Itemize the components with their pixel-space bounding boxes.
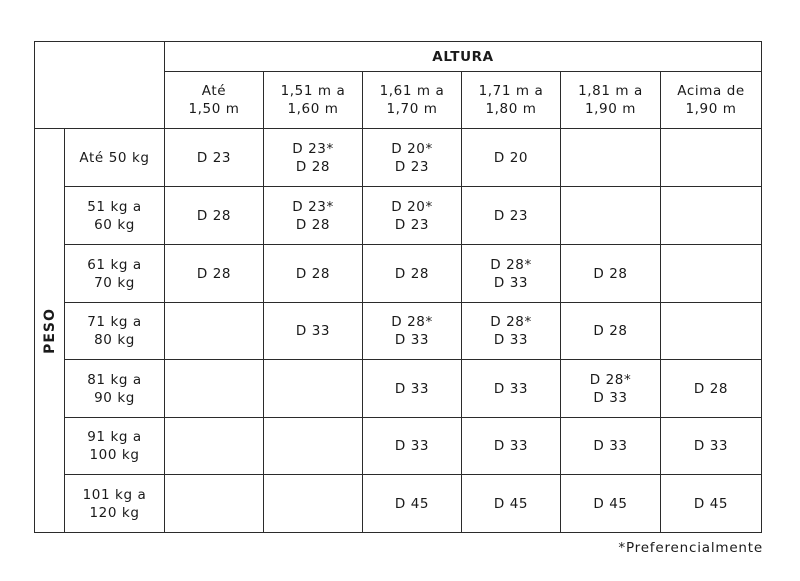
density-cell [363,129,462,187]
density-value-line: D 23* [292,140,334,157]
density-cell [462,245,561,303]
density-cell [264,475,363,533]
weight-label-line: 70 kg [94,274,135,291]
density-value-line: D 33 [693,438,729,454]
density-value-line: D 45 [593,495,628,512]
table-row [35,303,762,360]
height-header-line: 1,60 m [287,101,339,117]
density-value-line: D 28* [490,314,532,330]
table-row [35,475,762,533]
density-value-line: D 33 [493,274,529,291]
density-value-line: D 23 [394,158,430,175]
weight-label-line: 60 kg [94,216,135,233]
weight-label-cell [65,303,165,360]
weight-label-line: 51 kg a [87,198,142,215]
height-header-line: Até [201,83,227,99]
density-value-line: D 20* [391,140,433,157]
weight-label-line: 120 kg [89,504,140,521]
density-cell [363,245,462,303]
weight-label-cell [65,475,165,533]
density-value-line: D 33 [493,380,529,397]
density-value-line: D 20 [493,149,529,166]
height-header-cell [561,72,661,129]
height-header-cell [661,72,762,129]
density-cell [462,360,561,418]
density-value-line: D 33 [593,389,628,406]
density-cell [165,187,264,245]
density-value-line: D 33 [394,438,430,454]
table-row [35,245,762,303]
density-value-line: D 23* [292,198,334,215]
density-value-line: D 23 [493,207,529,224]
density-cell [363,418,462,475]
density-cell [661,245,762,303]
height-header-cell [363,72,462,129]
density-value-line: D 28 [593,323,628,339]
density-value-line: D 28 [295,265,331,282]
density-cell [661,303,762,360]
density-value-line: D 28 [295,158,331,175]
height-header-line: 1,50 m [188,101,240,117]
density-cell [165,129,264,187]
density-cell [661,129,762,187]
weight-label-line: Até 50 kg [79,149,150,166]
height-header-line: 1,51 m a [280,83,346,99]
height-header-line: 1,90 m [685,101,737,117]
density-cell [561,245,661,303]
density-value-line: D 23 [196,149,232,166]
density-value-line: D 33 [593,438,628,454]
density-cell [363,360,462,418]
density-value-line: D 20* [391,198,433,215]
height-header-line: 1,90 m [584,101,637,117]
peso-label: PESO [41,307,58,354]
density-cell [561,303,661,360]
footnote: *Preferencialmente [618,540,763,556]
density-cell [661,360,762,418]
weight-label-cell [65,187,165,245]
density-value-line: D 28 [196,265,232,282]
density-value-line: D 28 [394,265,430,282]
density-cell [363,475,462,533]
density-cell [165,360,264,418]
weight-label-line: 71 kg a [87,314,142,330]
corner-cell [35,42,165,129]
density-cell [462,475,561,533]
density-cell [264,245,363,303]
weight-label-line: 101 kg a [82,486,147,503]
altura-header-row [35,42,762,72]
density-cell [165,475,264,533]
height-header-line: 1,71 m a [478,83,544,99]
weight-label-cell [65,360,165,418]
density-cell [561,360,661,418]
density-value-line: D 33 [394,332,430,348]
density-value-line: D 33 [493,438,529,454]
density-table [34,41,762,533]
density-cell [165,303,264,360]
density-cell [264,360,363,418]
table-row [35,187,762,245]
density-cell [661,418,762,475]
height-header-line: Acima de [677,83,745,99]
density-cell [561,129,661,187]
density-cell [264,418,363,475]
height-header-line: 1,61 m a [379,83,445,99]
height-header-cell [165,72,264,129]
density-value-line: D 28 [295,216,331,233]
table-row [35,360,762,418]
density-cell [165,245,264,303]
density-value-line: D 28 [196,207,232,224]
density-cell [661,187,762,245]
weight-label-line: 61 kg a [87,256,142,273]
weight-label-cell [65,418,165,475]
density-cell [561,418,661,475]
density-cell [363,187,462,245]
peso-header-cell [35,129,65,533]
height-header-cell [264,72,363,129]
weight-label-line: 100 kg [89,447,140,463]
density-cell [462,129,561,187]
density-value-line: D 33 [493,332,529,348]
density-cell [264,187,363,245]
height-header-line: 1,80 m [485,101,537,117]
density-cell [363,303,462,360]
height-header-line: 1,70 m [386,101,438,117]
density-value-line: D 45 [394,495,430,512]
table-row [35,418,762,475]
density-value-line: D 23 [394,216,430,233]
density-cell [462,303,561,360]
density-cell [561,187,661,245]
density-value-line: D 33 [295,323,331,339]
density-cell [462,418,561,475]
density-value-line: D 28* [391,314,433,330]
height-header-cell [462,72,561,129]
weight-label-line: 80 kg [94,332,135,348]
weight-label-cell [65,129,165,187]
density-value-line: D 33 [394,380,430,397]
density-cell [462,187,561,245]
density-value-line: D 28 [693,380,729,397]
density-value-line: D 28* [589,371,632,388]
weight-label-line: 91 kg a [87,429,142,445]
density-value-line: D 45 [693,495,729,512]
density-cell [661,475,762,533]
weight-label-cell [65,245,165,303]
density-cell [165,418,264,475]
density-cell [561,475,661,533]
density-cell [264,129,363,187]
table-row [35,129,762,187]
density-value-line: D 28 [593,265,628,282]
density-value-line: D 28* [490,256,532,273]
weight-label-line: 81 kg a [87,371,142,388]
height-header-line: 1,81 m a [578,83,643,99]
altura-header: ALTURA [165,42,762,72]
density-value-line: D 45 [493,495,529,512]
density-cell [264,303,363,360]
weight-label-line: 90 kg [94,389,135,406]
